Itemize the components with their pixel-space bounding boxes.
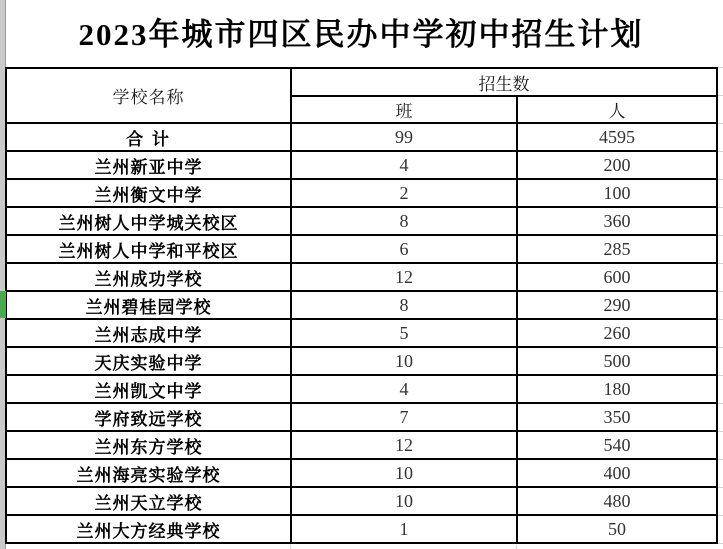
school-name-cell[interactable]: 合 计 [6, 123, 291, 151]
school-name-cell[interactable]: 兰州新亚中学 [6, 151, 291, 179]
page-title: 2023年城市四区民办中学初中招生计划 [78, 17, 644, 52]
students-cell[interactable]: 100 [517, 179, 717, 207]
school-name-cell[interactable]: 兰州海亮实验学校 [6, 459, 291, 487]
classes-cell[interactable]: 12 [291, 431, 517, 459]
school-name-cell[interactable]: 兰州大方经典学校 [6, 515, 291, 543]
table-row [6, 403, 717, 431]
school-name-cell[interactable]: 天庆实验中学 [6, 347, 291, 375]
table-row [6, 235, 717, 263]
students-cell[interactable]: 4595 [517, 123, 717, 151]
gridline-stub-bottom-2 [516, 545, 517, 549]
school-name-cell[interactable]: 兰州志成中学 [6, 319, 291, 347]
school-name-header[interactable]: 学校名称 [6, 68, 291, 123]
school-name-cell[interactable]: 兰州成功学校 [6, 263, 291, 291]
classes-cell[interactable]: 4 [291, 375, 517, 403]
students-cell[interactable]: 350 [517, 403, 717, 431]
classes-cell[interactable]: 12 [291, 263, 517, 291]
school-name-cell[interactable]: 兰州衡文中学 [6, 179, 291, 207]
table-row [6, 123, 717, 151]
table-row [6, 459, 717, 487]
school-name-cell[interactable]: 兰州天立学校 [6, 487, 291, 515]
classes-cell[interactable]: 2 [291, 179, 517, 207]
classes-cell[interactable]: 99 [291, 123, 517, 151]
selected-row-indicator [0, 291, 6, 318]
table-row [6, 487, 717, 515]
school-name-cell[interactable]: 兰州碧桂园学校 [6, 291, 291, 319]
table-row [6, 291, 717, 319]
table-row [6, 151, 717, 179]
students-cell[interactable]: 600 [517, 263, 717, 291]
classes-cell[interactable]: 10 [291, 487, 517, 515]
table-row [6, 263, 717, 291]
table-row [6, 179, 717, 207]
classes-cell[interactable]: 8 [291, 291, 517, 319]
students-cell[interactable]: 540 [517, 431, 717, 459]
table-row [6, 347, 717, 375]
table-body [6, 123, 717, 543]
students-cell[interactable]: 260 [517, 319, 717, 347]
students-header[interactable]: 人 [517, 96, 717, 123]
classes-cell[interactable]: 7 [291, 403, 517, 431]
header-row-top [6, 68, 717, 96]
school-name-cell[interactable]: 兰州东方学校 [6, 431, 291, 459]
students-cell[interactable]: 290 [517, 291, 717, 319]
enrollment-count-group-header[interactable]: 招生数 [291, 68, 717, 96]
classes-cell[interactable]: 1 [291, 515, 517, 543]
gridline-stub-bottom-1 [290, 545, 291, 549]
classes-cell[interactable]: 10 [291, 459, 517, 487]
classes-cell[interactable]: 4 [291, 151, 517, 179]
classes-cell[interactable]: 5 [291, 319, 517, 347]
students-cell[interactable]: 200 [517, 151, 717, 179]
table-row [6, 515, 717, 543]
students-cell[interactable]: 180 [517, 375, 717, 403]
classes-cell[interactable]: 6 [291, 235, 517, 263]
classes-cell[interactable]: 8 [291, 207, 517, 235]
school-name-cell[interactable]: 兰州凯文中学 [6, 375, 291, 403]
students-cell[interactable]: 360 [517, 207, 717, 235]
students-cell[interactable]: 500 [517, 347, 717, 375]
classes-cell[interactable]: 10 [291, 347, 517, 375]
students-cell[interactable]: 480 [517, 487, 717, 515]
enrollment-table [5, 67, 718, 544]
table-row [6, 431, 717, 459]
school-name-cell[interactable]: 兰州树人中学和平校区 [6, 235, 291, 263]
school-name-cell[interactable]: 学府致远学校 [6, 403, 291, 431]
classes-header[interactable]: 班 [291, 96, 517, 123]
school-name-cell[interactable]: 兰州树人中学城关校区 [6, 207, 291, 235]
table-row [6, 207, 717, 235]
students-cell[interactable]: 400 [517, 459, 717, 487]
table-row [6, 319, 717, 347]
students-cell[interactable]: 285 [517, 235, 717, 263]
students-cell[interactable]: 50 [517, 515, 717, 543]
table-row [6, 375, 717, 403]
